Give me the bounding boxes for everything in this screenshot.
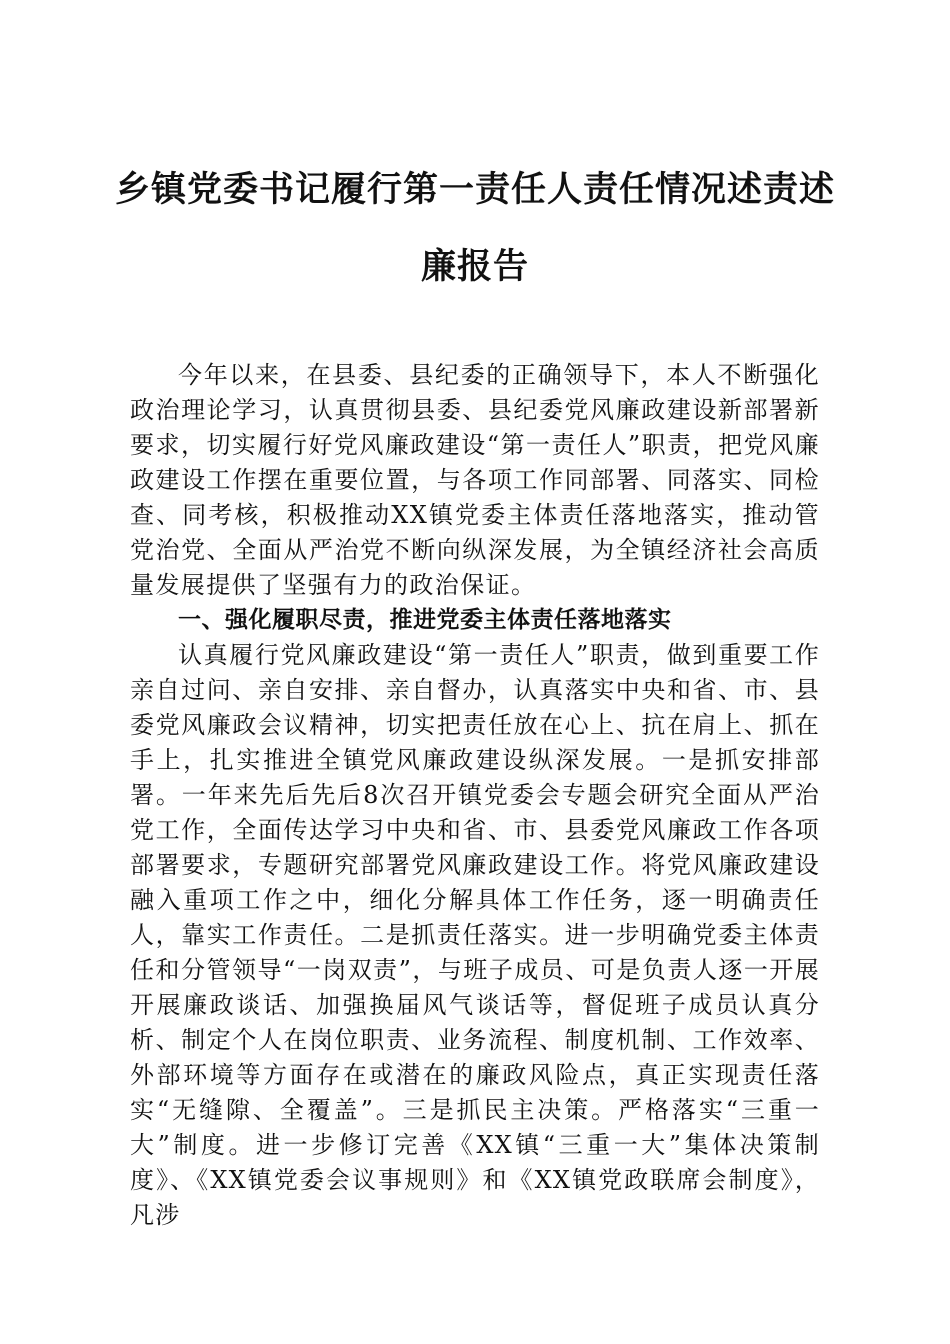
document-title-line2: 廉报告	[420, 246, 529, 287]
intro-paragraph: 今年以来，在县委、县纪委的正确领导下，本人不断强化政治理论学习，认真贯彻县委、县纪委党风廉政建设新部署新要求，切实履行好党风廉政建设“第一责任人”职责，把党风廉政建设工作摆在重要位置，与各项工作同部署、同落实、同检查、同考核，积极推动XX镇党委主体责任落地落实，推动管党治党、全面从严治党不断向纵深发展，为全镇经济社会高质量发展提供了坚强有力的政治保证。	[130, 361, 820, 599]
section-heading-1: 一、强化履职尽责，推进党委主体责任落地落实	[178, 607, 672, 633]
document-body	[130, 358, 820, 1233]
document-title-line1: 乡镇党委书记履行第一责任人责任情况述责述	[114, 169, 835, 210]
section-1-paragraph: 认真履行党风廉政建设“第一责任人”职责，做到重要工作亲自过问、亲自安排、亲自督办，认真落实中央和省、市、县委党风廉政会议精神，切实把责任放在心上、抗在肩上、抓在手上，扎实推进全镇党风廉政建设纵深发展。一是抓安排部署。一年来先后先后8次召开镇党委会专题会研究全面从严治党工作，全面传达学习中央和省、市、县委党风廉政工作各项部署要求，专题研究部署党风廉政建设工作。将党风廉政建设融入重项工作之中，细化分解具体工作任务，逐一明确责任人，靠实工作责任。二是抓责任落实。进一步明确党委主体责任和分管领导“一岗双责”，与班子成员、可是负责人逐一开展开展廉政谈话、加强换届风气谈话等，督促班子成员认真分析、制定个人在岗位职责、业务流程、制度机制、工作效率、外部环境等方面存在或潜在的廉政风险点，真正实现责任落实“无缝隙、全覆盖”。三是抓民主决策。严格落实“三重一大”制度。进一步修订完善《XX镇“三重一大”集体决策制度》、《XX镇党委会议事规则》和《XX镇党政联席会制度》，凡涉	[130, 641, 820, 1229]
